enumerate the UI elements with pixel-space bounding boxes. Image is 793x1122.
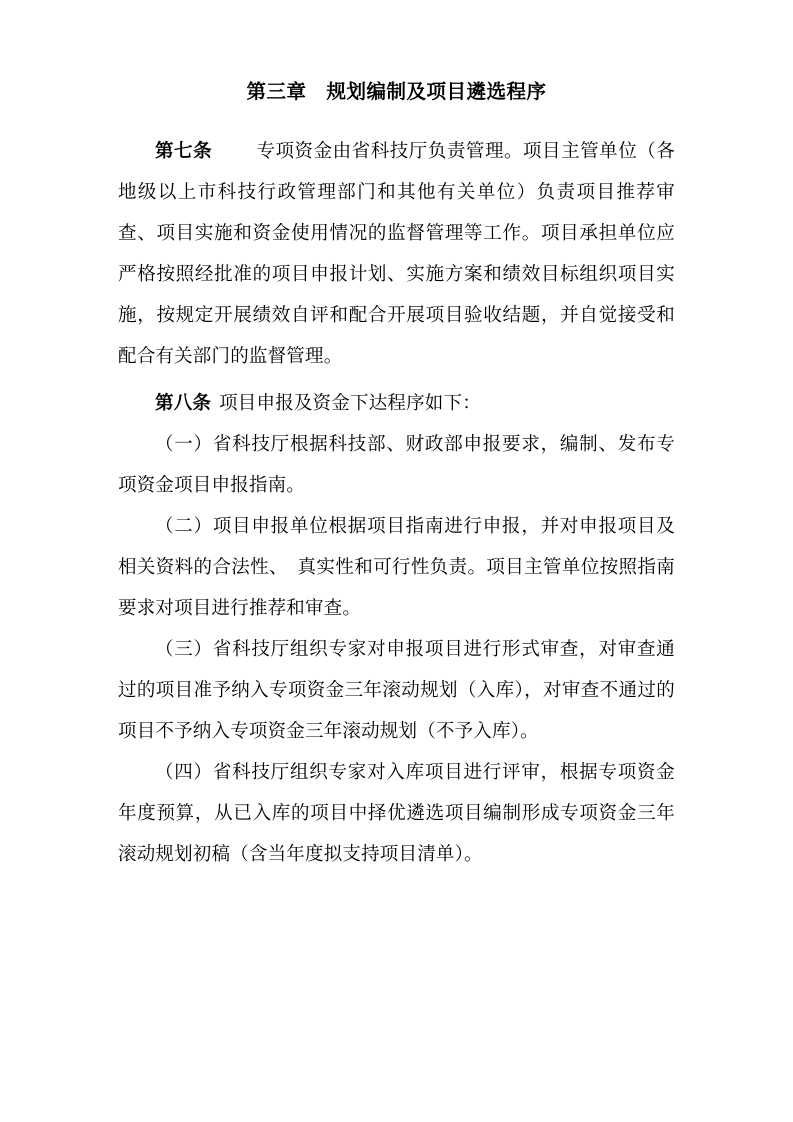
article-eight-body: 项目申报及资金下达程序如下： xyxy=(219,393,481,415)
list-item: （四）省科技厅组织专家对入库项目进行评审，根据专项资金年度预算，从已入库的项目中择优遴选项目编制形成专项资金三年滚动规划初稿（含当年度拟支持项目清单）。 xyxy=(118,762,675,866)
article-eight-label: 第八条 xyxy=(155,393,212,415)
list-item: （三）省科技厅组织专家对申报项目进行形式审查，对审查通过的项目准予纳入专项资金三年滚动规划（入库），对审查不通过的项目不予纳入专项资金三年滚动规划（不予入库）。 xyxy=(118,639,675,743)
page-title: 第三章 规划编制及项目遴选程序 xyxy=(246,80,547,103)
list-item: （一）省科技厅根据科技部、财政部申报要求，编制、发布专项资金项目申报指南。 xyxy=(118,434,675,497)
article-seven-label: 第七条 xyxy=(155,141,213,163)
article-seven-paragraph xyxy=(118,131,675,377)
article-seven-body: 专项资金由省科技厅负责管理。项目主管单位（各地级以上市科技行政管理部门和其他有关单位）负责项目推荐审查、项目实施和资金使用情况的监督管理等工作。项目承担单位应严格按照经批准的项目申报计划、实施方案和绩效目标组织项目实施，按规定开展绩效自评和配合开展项目验收结题，并自觉接受和配合有关部门的监督管理。 xyxy=(118,141,675,368)
article-eight-paragraph xyxy=(118,383,675,424)
list-item: （二）项目申报单位根据项目指南进行申报，并对申报项目及相关资料的合法性、 真实性和可行性负责。项目主管单位按照指南要求对项目进行推荐和审查。 xyxy=(118,516,675,620)
